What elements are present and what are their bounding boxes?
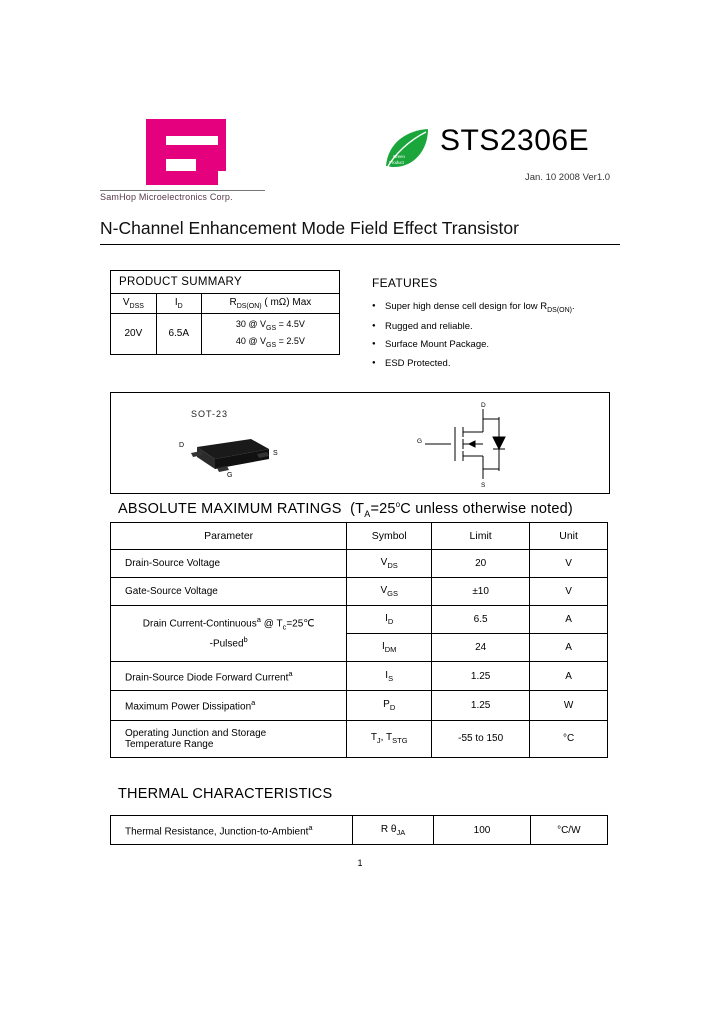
cell-symbol: $I_D$ — [347, 606, 432, 634]
cell-unit: A — [530, 634, 608, 662]
table-row — [111, 578, 608, 606]
absolute-max-heading-condition: ($T_A=25^oC$ unless otherwise noted) — [345, 500, 573, 519]
cell-limit: -55 to 150 — [432, 720, 530, 757]
cell-unit: W — [530, 691, 608, 720]
column-header-limit: Limit — [432, 523, 530, 550]
absolute-max-heading — [118, 500, 573, 519]
svg-text:G: G — [227, 472, 233, 479]
column-header-parameter: Parameter — [111, 523, 347, 550]
product-summary-table — [110, 270, 340, 355]
cell-parameter: Drain-Source Voltage — [111, 550, 347, 578]
svg-text:D: D — [481, 402, 486, 409]
green-leaf-icon — [378, 126, 436, 174]
cell-symbol: $V_{GS}$ — [347, 578, 432, 606]
table-row — [111, 550, 608, 578]
sot23-package-drawing-icon — [173, 423, 293, 479]
svg-text:D: D — [179, 442, 185, 449]
svg-text:Green: Green — [393, 154, 405, 159]
list-item: ● Super high dense cell design for low $R_{DS(ON)}$. — [372, 298, 622, 318]
cell-limit: 6.5 — [432, 606, 530, 634]
cell-parameter: Maximum Power Dissipation$^a$ — [111, 691, 347, 720]
table-header-row — [111, 523, 608, 550]
cell-parameter: Drain-Source Diode Forward Current$^a$ — [111, 662, 347, 691]
cell-unit: V — [530, 578, 608, 606]
cell-symbol: $T_J$, $T_{STG}$ — [347, 720, 432, 757]
cell-parameter: Operating Junction and Storage Temperature Range — [111, 720, 347, 757]
table-row — [111, 691, 608, 720]
cell-unit: A — [530, 606, 608, 634]
thermal-heading: THERMAL CHARACTERISTICS — [118, 786, 333, 802]
cell-vdss: 20V — [111, 314, 157, 355]
product-summary-heading: PRODUCT SUMMARY — [111, 271, 340, 294]
page-title: N-Channel Enhancement Mode Field Effect Transistor — [100, 218, 519, 238]
cell-limit: 24 — [432, 634, 530, 662]
cell-parameter: Drain Current-Continuous$^a$ @ $T_c=25℃$ -Pulsed$^b$ — [111, 606, 347, 662]
cell-unit: A — [530, 662, 608, 691]
rdson-line: 30 @ $V_{GS} = 4.5V$ — [235, 319, 305, 332]
cell-symbol: $V_{DS}$ — [347, 550, 432, 578]
cell-parameter: Gate-Source Voltage — [111, 578, 347, 606]
cell-unit: V — [530, 550, 608, 578]
company-name: SamHop Microelectronics Corp. — [100, 190, 265, 202]
features-heading: FEATURES — [372, 276, 438, 290]
cell-limit: 100 — [434, 816, 530, 845]
svg-text:S: S — [481, 482, 486, 489]
list-item: ● Surface Mount Package. — [372, 336, 622, 355]
cell-symbol: $P_D$ — [347, 691, 432, 720]
cell-limit: 1.25 — [432, 662, 530, 691]
samhop-logo-icon — [130, 115, 252, 193]
title-divider — [100, 244, 620, 245]
svg-text:G: G — [417, 438, 423, 445]
svg-text:Product: Product — [389, 160, 404, 165]
list-item: ● Rugged and reliable. — [372, 318, 622, 337]
cell-limit: 1.25 — [432, 691, 530, 720]
table-row — [111, 816, 608, 845]
features-list — [372, 298, 622, 373]
table-row — [111, 662, 608, 691]
cell-unit: °C — [530, 720, 608, 757]
table-row — [111, 271, 340, 294]
part-number: STS2306E — [440, 124, 590, 157]
page-header — [100, 110, 620, 200]
cell-unit: °C/W — [530, 816, 607, 845]
list-item: ● ESD Protected. — [372, 355, 622, 374]
cell-limit: ±10 — [432, 578, 530, 606]
absolute-maximum-ratings-table — [110, 522, 608, 758]
table-row — [111, 606, 608, 634]
cell-id: 6.5A — [156, 314, 201, 355]
column-header-vdss: $V_{DSS}$ — [111, 294, 157, 314]
page-number: 1 — [357, 858, 363, 868]
cell-parameter: Thermal Resistance, Junction-to-Ambient$^a$ — [111, 816, 353, 845]
revision-date: Jan. 10 2008 Ver1.0 — [525, 172, 611, 183]
column-header-unit: Unit — [530, 523, 608, 550]
cell-symbol: $I_S$ — [347, 662, 432, 691]
table-row — [111, 720, 608, 757]
cell-limit: 20 — [432, 550, 530, 578]
thermal-characteristics-table — [110, 815, 608, 845]
column-header-id: $I_D$ — [156, 294, 201, 314]
svg-text:S: S — [273, 450, 278, 457]
cell-rdson — [201, 314, 339, 355]
rdson-line: 40 @ $V_{GS} = 2.5V$ — [235, 335, 305, 349]
cell-symbol: $I_{DM}$ — [347, 634, 432, 662]
column-header-rdson: $R_{DS(ON)}$ ( mΩ) Max — [201, 294, 339, 314]
mosfet-symbol-icon — [411, 399, 531, 489]
package-figure-box — [110, 392, 610, 494]
cell-symbol: R $\theta_{JA}$ — [352, 816, 434, 845]
absolute-max-heading-text: ABSOLUTE MAXIMUM RATINGS — [118, 500, 342, 517]
package-label: SOT-23 — [191, 409, 229, 419]
column-header-symbol: Symbol — [347, 523, 432, 550]
table-row — [111, 294, 340, 314]
table-row — [111, 314, 340, 355]
